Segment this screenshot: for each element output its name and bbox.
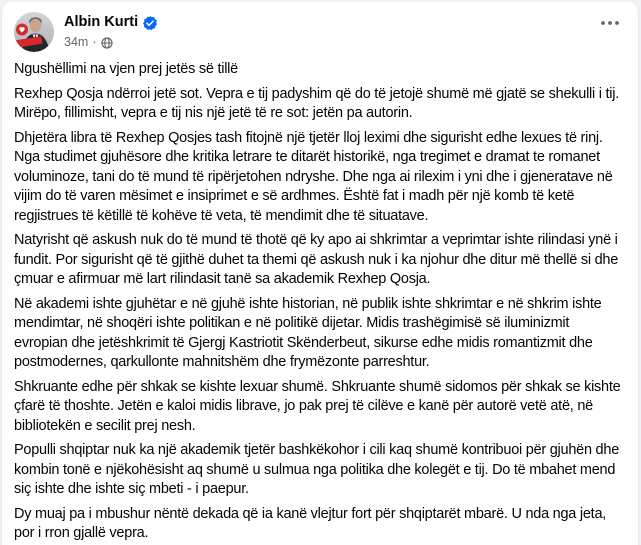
- post-paragraph: Populli shqiptar nuk ka një akademik tjetër bashkëkohor i cili kaq shumë kontribuoi për gjuhën dhe kombin tonë e njëkohësisht aq shumë u sulmua nga politika dhe kolegët e tij. Do të mbahet mend siç ishte dhe ishte siç mbeti - i paepur.: [14, 442, 620, 497]
- facebook-post-card: [2, 2, 638, 545]
- post-header-info: [64, 12, 596, 49]
- post-meta-row: [64, 35, 596, 49]
- post-paragraph: Në akademi ishte gjuhëtar e në gjuhë ishte historian, në publik ishte shkrimtar e në shkrim ishte mendimtar, në shoqëri ishte politikan e në politikë dijetar. Midis trashëgimisë së iluminizmit evropian dhe jetëshkrimit të Gjergj Kastriotit Skënderbeut, sikurse edhe midis romantizmit dhe postmodernes, qarkullonte mahnitshëm dhe frymëzonte parreshtur.: [14, 295, 602, 370]
- avatar-image: [14, 12, 54, 52]
- post-paragraph: Rexhep Qosja ndërroi jetë sot. Vepra e tij padyshim që do të jetojë shumë më gjatë se shekulli i tij. Mirëpo, fillimisht, vepra e tij nis një jetë të re sot: jetën pa autorin.: [14, 85, 620, 121]
- author-name[interactable]: Albin Kurti: [64, 14, 139, 30]
- post-paragraph: Shkruante edhe për shkak se kishte lexuar shumë. Shkruante shumë sidomos për shkak se kishte çfarë të thoshte. Jetën e kaloi midis librave, jo pak prej të cilëve e kanë për autorë vetë atë, në bibliotekën e secilit prej nesh.: [14, 378, 621, 434]
- timestamp[interactable]: 34m: [64, 35, 89, 49]
- post-paragraph: Ngushëllimi na vjen prej jetës së tillë: [14, 61, 238, 77]
- ellipsis-icon: [600, 20, 620, 26]
- post-paragraph: Dy muaj pa i mbushur nëntë dekada që ia kanë vlejtur fort për shqiptarët mbarë. U nda nga jeta, por i rron gjallë vepra.: [14, 505, 607, 541]
- post-paragraph: Natyrisht që askush nuk do të mund të thotë që ky apo ai shkrimtar a veprimtar ishte rilindasi ynë i fundit. Por sigurisht që të gjithë duhet ta themi që askush nuk i ka njohur dhe ditur më thellë si dhe çmuar e afirmuar më lart rilindasit tanë sa akademik Rexhep Qosja.: [14, 232, 619, 287]
- globe-icon: [101, 37, 113, 49]
- post-header: [2, 2, 638, 58]
- post-menu-button[interactable]: [596, 12, 624, 34]
- avatar[interactable]: [14, 12, 54, 52]
- author-row: [64, 13, 596, 32]
- post-paragraph: Dhjetëra libra të Rexhep Qosjes tash fitojnë një tjetër lloj leximi dhe sigurisht edhe lexues të rinj. Nga studimet gjuhësore dhe kritika letrare te ditarët historikë, nga tregimet e dramat te romanet voluminoze, tani do të mund të ripërjetohen ndryshe. Dhe nga ai rilexim i yni dhe i gjeneratave në vijim do të varen mësimet e insiprimet e së ardhmes. Është fat i madh për një komb të ketë regjistrues të këtillë të kohëve të veta, të mendimit dhe të situatave.: [14, 129, 613, 224]
- meta-separator: ·: [92, 35, 97, 49]
- verified-badge-icon: [143, 16, 157, 30]
- post-text: [2, 58, 638, 545]
